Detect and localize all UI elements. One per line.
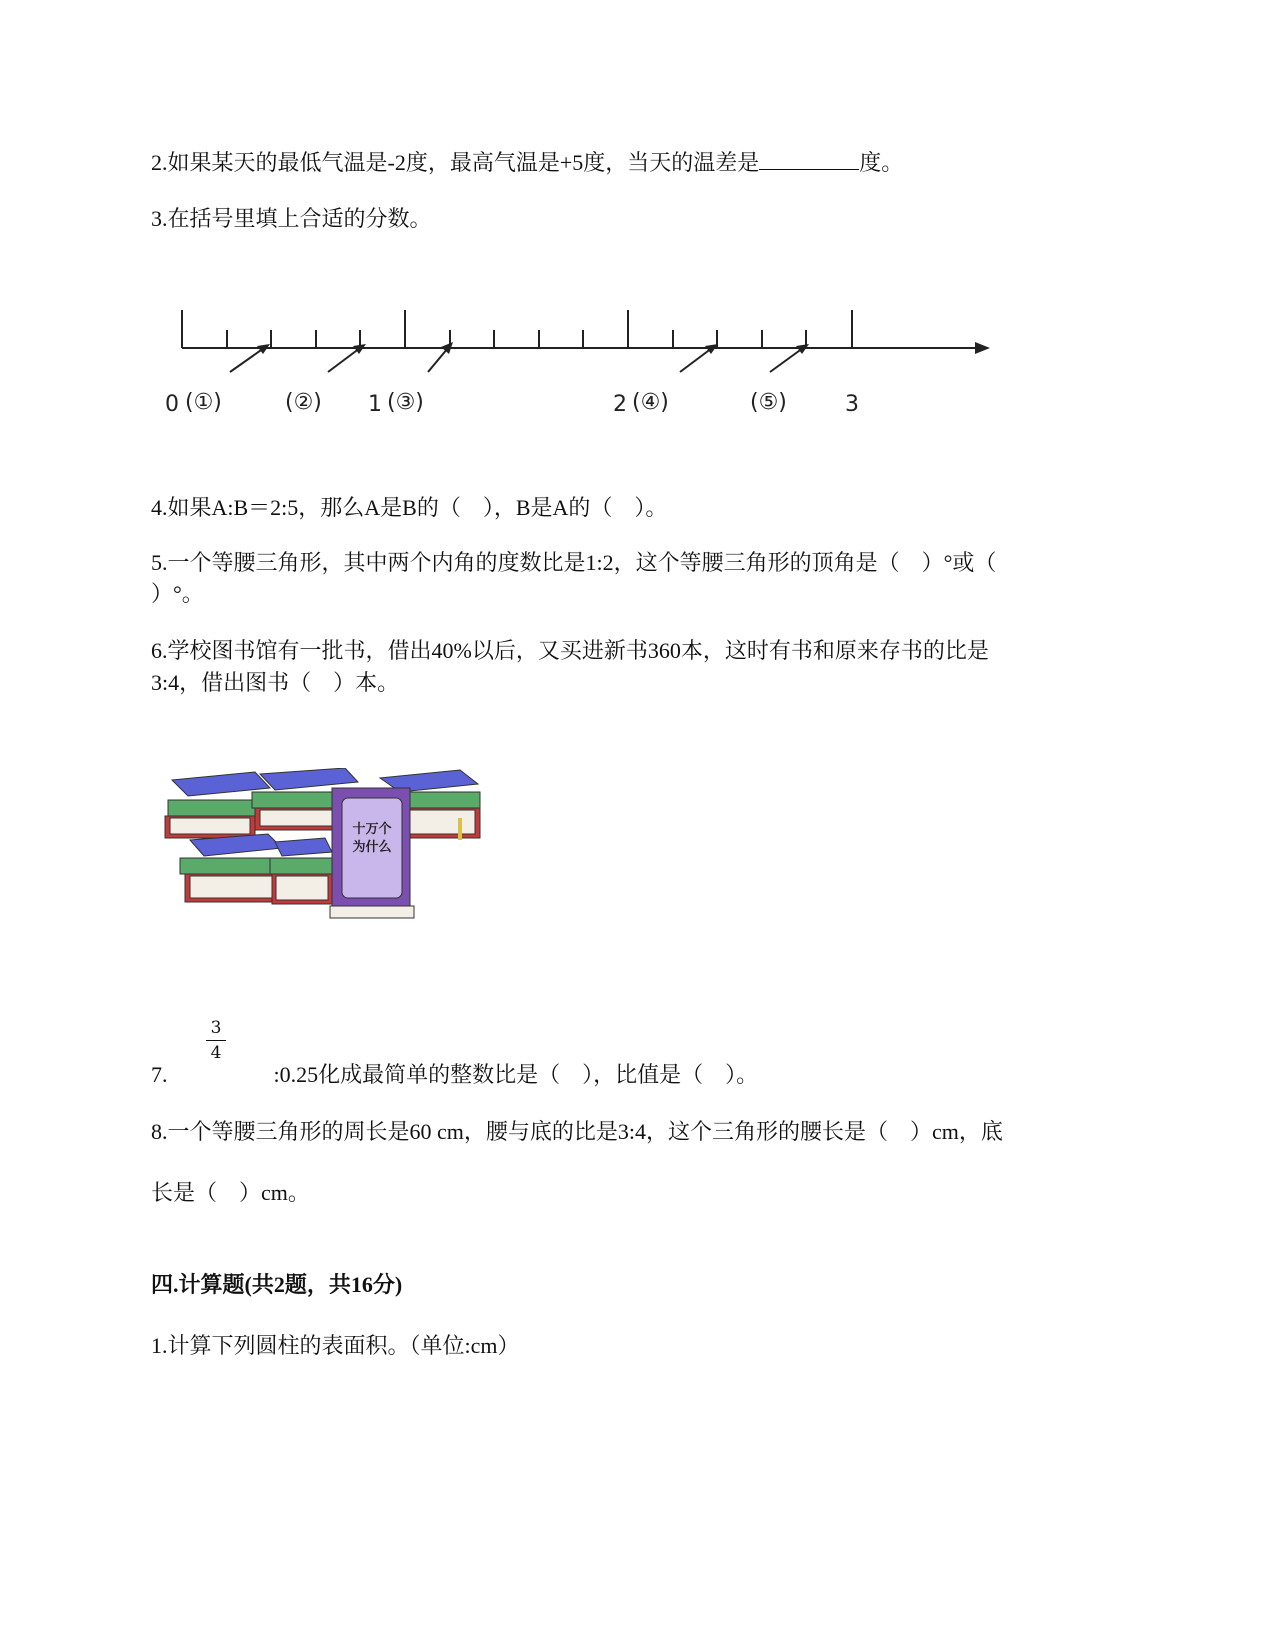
- question-4: 4.如果A:B＝2:5，那么A是B的（ ），B是A的（ ）。: [151, 495, 668, 520]
- question-2-unit: 度。: [859, 150, 904, 175]
- blank-label-3: (③): [387, 390, 424, 415]
- fraction-numerator: 3: [210, 1018, 222, 1038]
- books-illustration: [160, 768, 500, 928]
- pointer-arrow-1: [230, 348, 264, 372]
- section-4-title: 四.计算题(共2题，共16分): [151, 1272, 403, 1297]
- question-2: [151, 147, 903, 178]
- question-7-text: :0.25化成最简单的整数比是（ ），比值是（ ）。: [273, 1062, 759, 1087]
- book-pages: [170, 818, 250, 834]
- number-line-figure: [160, 310, 1020, 430]
- blank-label-4: (④): [632, 390, 669, 415]
- tick-label-3: 3: [845, 392, 859, 417]
- tick-label-1: 1: [368, 392, 382, 417]
- question-6-line-2: 3:4，借出图书（ ）本。: [151, 670, 400, 695]
- pointer-arrow-3: [428, 348, 448, 372]
- pointer-arrow-5: [770, 348, 803, 372]
- fraction-three-quarters: [204, 1018, 228, 1063]
- section-4-question-1: 1.计算下列圆柱的表面积。（单位:cm）: [151, 1333, 520, 1358]
- answer-blank[interactable]: [759, 147, 859, 170]
- book-cover-text-1: 十万个: [352, 822, 392, 837]
- tick-label-0: 0: [165, 392, 179, 417]
- question-8-line-1: 8.一个等腰三角形的周长是60 cm，腰与底的比是3:4，这个三角形的腰长是（ ）cm，底: [151, 1119, 1003, 1144]
- question-7-number: 7.: [151, 1062, 168, 1087]
- question-5-line-1: 5.一个等腰三角形，其中两个内角的度数比是1:2，这个等腰三角形的顶角是（ ）°或（: [151, 550, 997, 575]
- book-cover-text-2: 为什么: [352, 840, 392, 855]
- question-2-text: 2.如果某天的最低气温是-2度，最高气温是+5度，当天的温差是: [151, 150, 760, 175]
- blank-label-2: (②): [285, 390, 322, 415]
- question-7: [151, 1060, 758, 1090]
- fraction-bar: [206, 1040, 226, 1041]
- question-5-line-2: ）°。: [151, 581, 204, 606]
- axis-arrow-head: [975, 342, 990, 354]
- blank-label-5: (⑤): [750, 390, 787, 415]
- question-6-line-1: 6.学校图书馆有一批书，借出40%以后，又买进新书360本，这时有书和原来存书的比是: [151, 638, 989, 663]
- book-green: [168, 800, 258, 816]
- tick-label-2: 2: [613, 392, 627, 417]
- fraction-denominator: 4: [210, 1043, 222, 1063]
- pointer-arrow-2: [328, 348, 360, 372]
- blank-label-1: (①): [185, 390, 222, 415]
- question-3: 3.在括号里填上合适的分数。: [151, 206, 432, 231]
- question-8-line-2: 长是（ ）cm。: [151, 1180, 310, 1205]
- pointer-arrow-4: [680, 348, 712, 372]
